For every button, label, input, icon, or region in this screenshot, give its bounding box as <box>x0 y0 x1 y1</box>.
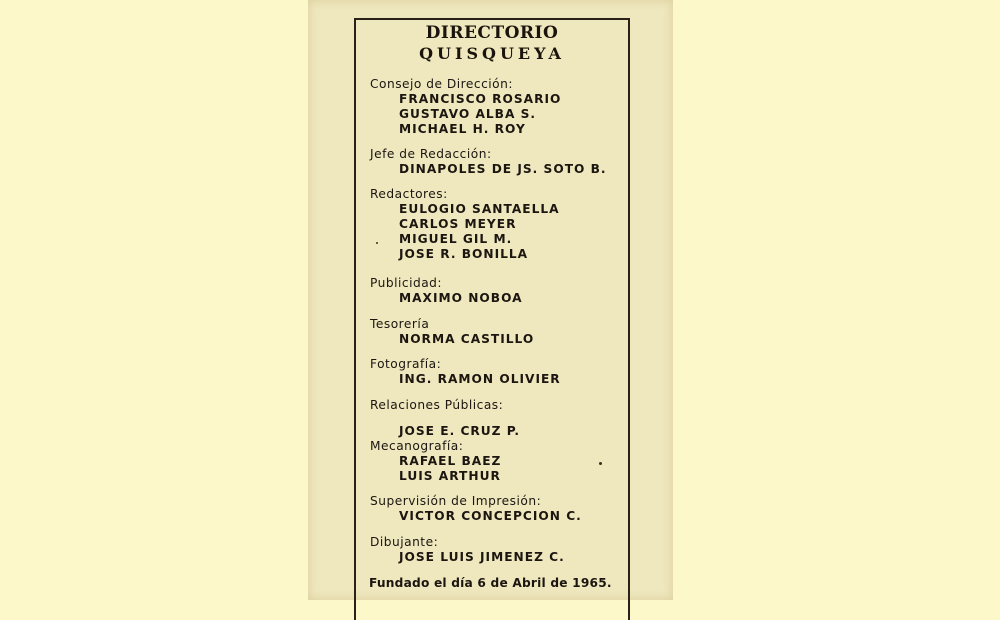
staff-name: GUSTAVO ALBA S. <box>399 107 537 121</box>
ink-speck <box>376 242 378 244</box>
staff-name: JOSE LUIS JIMENEZ C. <box>399 550 565 564</box>
staff-name: DINAPOLES DE JS. SOTO B. <box>399 162 607 176</box>
publication-name: QUISQUEYA <box>419 44 565 63</box>
section-label-redactores: Redactores: <box>370 187 448 201</box>
directory-title: DIRECTORIO <box>425 23 559 43</box>
section-label-publicidad: Publicidad: <box>370 276 443 290</box>
staff-name: MIGUEL GIL M. <box>399 232 513 246</box>
founding-date: Fundado el día 6 de Abril de 1965. <box>369 576 612 590</box>
section-label-relaciones-publicas: Relaciones Públicas: <box>370 398 504 412</box>
staff-name: FRANCISCO ROSARIO <box>399 92 562 106</box>
staff-name: JOSE R. BONILLA <box>399 247 529 261</box>
staff-name: CARLOS MEYER <box>399 217 517 231</box>
staff-name: MICHAEL H. ROY <box>399 122 526 136</box>
section-label-tesoreria: Tesorería <box>370 317 430 331</box>
section-label-fotografia: Fotografía: <box>370 357 442 371</box>
section-label-consejo: Consejo de Dirección: <box>370 77 513 91</box>
staff-name: VICTOR CONCEPCION C. <box>399 509 582 523</box>
staff-name: EULOGIO SANTAELLA <box>399 202 560 216</box>
section-label-supervision-impresion: Supervisión de Impresión: <box>370 494 542 508</box>
staff-name: MAXIMO NOBOA <box>399 291 523 305</box>
staff-name: RAFAEL BAEZ <box>399 454 502 468</box>
ink-speck <box>599 462 602 465</box>
staff-name: NORMA CASTILLO <box>399 332 535 346</box>
section-label-jefe-redaccion: Jefe de Redacción: <box>370 147 492 161</box>
staff-name: JOSE E. CRUZ P. <box>399 424 521 438</box>
section-label-dibujante: Dibujante: <box>370 535 439 549</box>
section-label-mecanografia: Mecanografía: <box>370 439 464 453</box>
staff-name: ING. RAMON OLIVIER <box>399 372 561 386</box>
staff-name: LUIS ARTHUR <box>399 469 501 483</box>
